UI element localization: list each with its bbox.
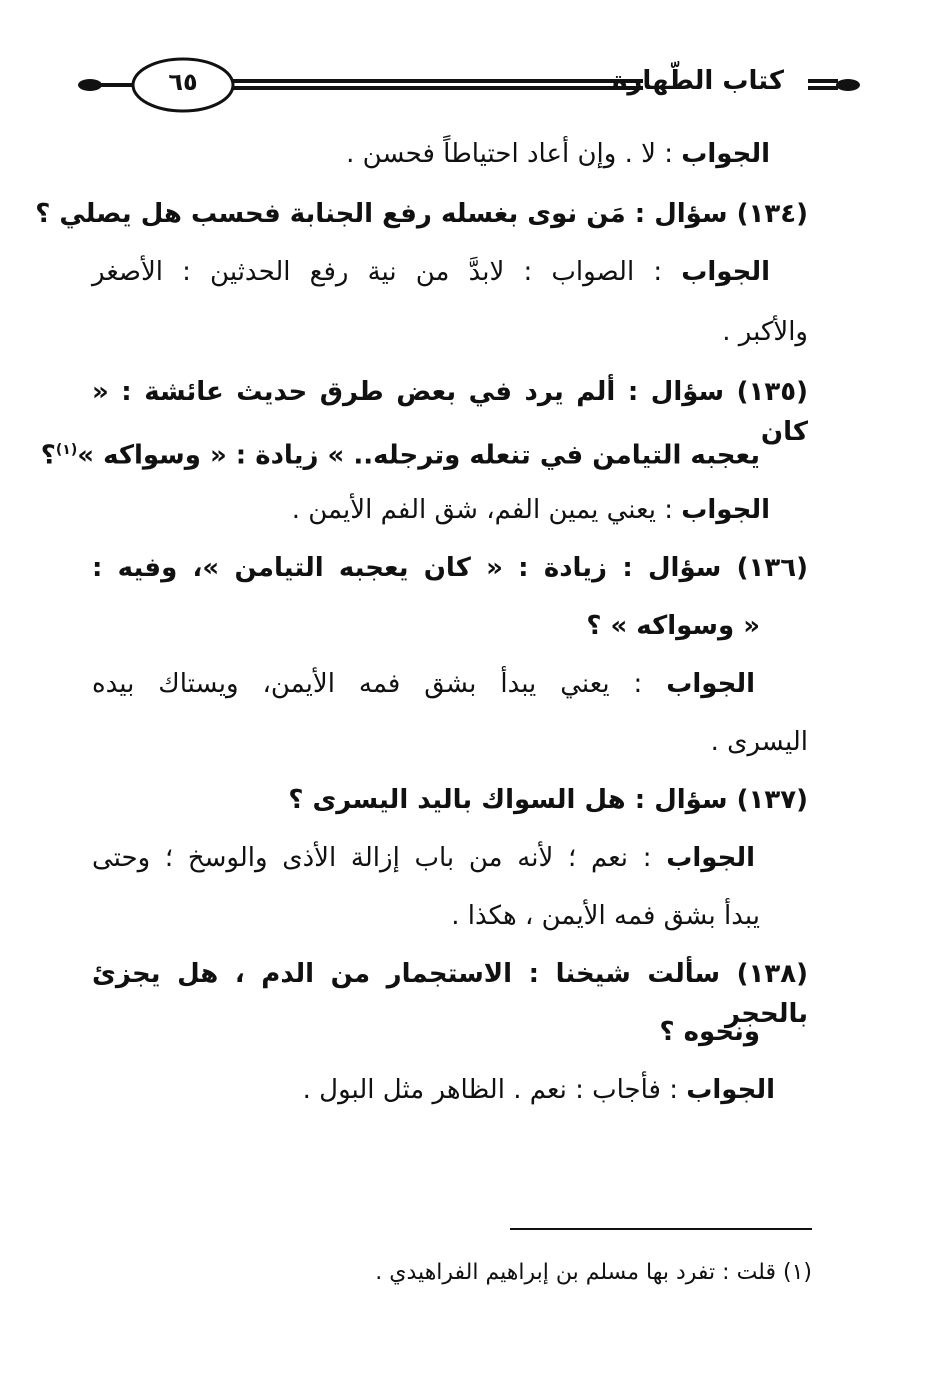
answer-label: الجواب <box>681 495 770 525</box>
question-138-line2: ونحوه ؟ <box>659 1017 760 1047</box>
answer-label: الجواب <box>666 669 755 699</box>
question-134 <box>35 194 808 234</box>
answer-line <box>346 134 770 174</box>
footnote-divider <box>510 1228 812 1230</box>
answer-137-line1 <box>92 838 755 878</box>
answer-text: : نعم ؛ لأنه من باب إزالة الأذى والوسخ ؛ وحتى <box>92 843 667 873</box>
book-title: كتاب الطّهارة <box>612 66 784 96</box>
question-label: (١٣٨) سألت شيخنا : <box>528 959 808 989</box>
footnote-text: قلت : تفرد بها مسلم بن إبراهيم الفراهيدي . <box>375 1260 783 1285</box>
question-label: (١٣٤) سؤال : <box>634 199 808 229</box>
question-136-line2: « وسواكه » ؟ <box>586 611 760 641</box>
question-text: يعجبه التيامن في تنعله وترجله.. » زيادة : « وسواكه » <box>77 440 760 471</box>
answer-text: : لا . وإن أعاد احتياطاً فحسن . <box>346 139 682 169</box>
answer-137-line2: يبدأ بشق فمه الأيمن ، هكذا . <box>451 901 760 931</box>
running-header <box>78 50 862 120</box>
question-text: هل السواك باليد اليسرى ؟ <box>288 785 635 815</box>
answer-134-line2: والأكبر . <box>722 317 808 347</box>
question-label: (١٣٦) سؤال : <box>622 553 808 583</box>
answer-135 <box>292 490 770 530</box>
answer-136-line1 <box>92 664 755 704</box>
question-label: (١٣٥) سؤال : <box>627 377 809 407</box>
question-label: (١٣٧) سؤال : <box>634 785 808 815</box>
question-text: ألم يرد في بعض طرق حديث عائشة : « كان <box>92 377 808 447</box>
answer-label: الجواب <box>666 843 755 873</box>
footnote-number: (١) <box>782 1260 812 1285</box>
footnote-reference: (١) <box>55 442 78 458</box>
answer-text: : فأجاب : نعم . الظاهر مثل البول . <box>302 1075 687 1105</box>
question-136-line1 <box>92 548 808 588</box>
answer-text: : يعني يمين الفم، شق الفم الأيمن . <box>291 495 682 525</box>
answer-label: الجواب <box>681 257 770 287</box>
question-text: زيادة : « كان يعجبه التيامن »، وفيه : <box>92 553 623 583</box>
page-number: ٦٥ <box>168 68 198 96</box>
question-mark: ؟ <box>40 440 56 471</box>
answer-text: : يعني يبدأ بشق فمه الأيمن، ويستاك بيده <box>92 669 667 699</box>
question-text: مَن نوى بغسله رفع الجنابة فحسب هل يصلي ؟ <box>35 199 635 229</box>
question-135-line2 <box>41 430 760 476</box>
question-137 <box>288 780 808 820</box>
answer-136-line2: اليسرى . <box>710 727 808 757</box>
answer-label: الجواب <box>681 139 770 169</box>
answer-134-line1 <box>92 252 770 292</box>
answer-138 <box>303 1070 775 1110</box>
question-text: الاستجمار من الدم ، هل يجزئ بالحجر <box>92 959 808 1029</box>
answer-text: : الصواب : لابدَّ من نية رفع الحدثين : الأصغر <box>92 257 682 287</box>
footnote <box>375 1256 812 1290</box>
answer-label: الجواب <box>686 1075 775 1105</box>
